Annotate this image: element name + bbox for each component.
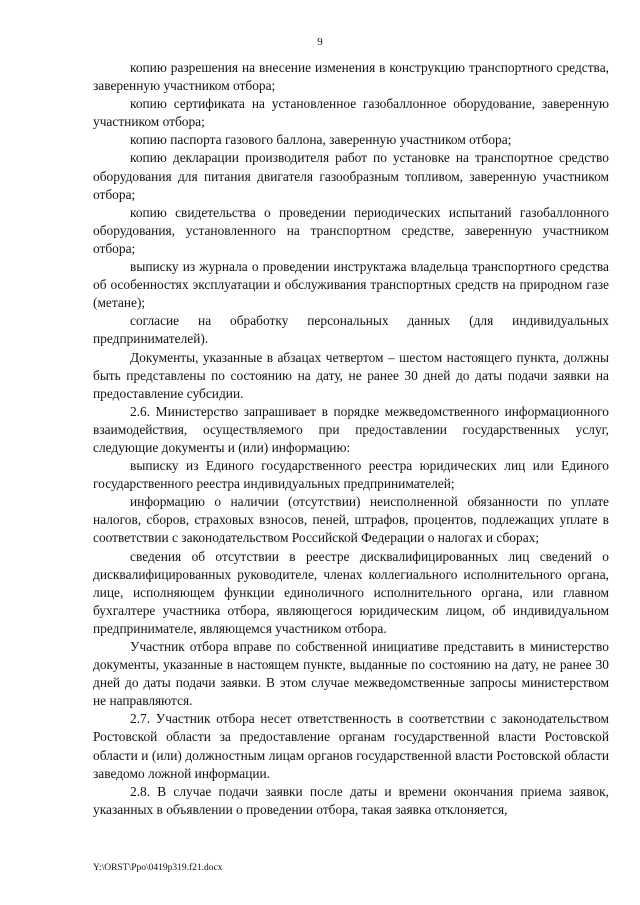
paragraph: копию свидетельства о проведении периодических испытаний газобаллонного оборудования, установленного на транспортном средстве, заверенную участником отбора; xyxy=(93,204,609,256)
page-number: 9 xyxy=(317,36,323,48)
paragraph: 2.8. В случае подачи заявки после даты и времени окончания приема заявок, указанных в объявлении о проведении отбора, такая заявка отклоняется, xyxy=(93,783,609,817)
paragraph: согласие на обработку персональных данных (для индивидуальных предпринимателей). xyxy=(93,313,609,347)
paragraph: копию сертификата на установленное газобаллонное оборудование, заверенную участником отбора; xyxy=(93,96,609,130)
paragraph: копию разрешения на внесение изменения в конструкцию транспортного средства, заверенную участником отбора; xyxy=(93,60,609,94)
paragraph: Документы, указанные в абзацах четвертом – шестом настоящего пункта, должны быть представлены по состоянию на дату, не ранее 30 дней до даты подачи заявки на предоставление субсидии. xyxy=(93,349,609,401)
paragraph: копию декларации производителя работ по установке на транспортное средство оборудования для питания двигателя газообразным топливом, заверенную участником отбора; xyxy=(93,150,609,202)
paragraph: выписку из Единого государственного реестра юридических лиц или Единого государственного реестра индивидуальных предпринимателей; xyxy=(93,458,609,492)
document-body xyxy=(93,59,609,819)
footer-file-path: Y:\ORST\Ppo\0419p319.f21.docx xyxy=(93,863,223,873)
paragraph: информацию о наличии (отсутствии) неисполненной обязанности по уплате налогов, сборов, страховых взносов, пеней, штрафов, процентов, подлежащих уплате в соответствии с законодательством Российской Федерации о налогах и сборах; xyxy=(93,494,609,546)
paragraph: 2.7. Участник отбора несет ответственность в соответствии с законодательством Ростовской области за предоставление органам государственной власти Ростовской области и (или) должностным лицам органов государственной власти Ростовской области заведомо ложной информации. xyxy=(93,711,609,781)
paragraph: выписку из журнала о проведении инструктажа владельца транспортного средства об особенностях эксплуатации и обслуживания транспортных средств на природном газе (метане); xyxy=(93,259,609,311)
paragraph: сведения об отсутствии в реестре дисквалифицированных лиц сведений о дисквалифицированных руководителе, членах коллегиального исполнительного органа, лице, исполняющем функции единоличного исполнительного органа, или главном бухгалтере участника отбора, являющегося юридическим лицом, об индивидуальном предпринимателе, являющемся участником отбора. xyxy=(93,548,609,636)
paragraph: 2.6. Министерство запрашивает в порядке межведомственного информационного взаимодействия, осуществляемого при предоставлении государственных услуг, следующие документы и (или) информацию: xyxy=(93,403,609,455)
paragraph: копию паспорта газового баллона, заверенную участником отбора; xyxy=(130,132,512,148)
paragraph: Участник отбора вправе по собственной инициативе представить в министерство документы, указанные в настоящем пункте, выданные по состоянию на дату, не ранее 30 дней до даты подачи заявки. В этом случае межведомственные запросы министерством не направляются. xyxy=(93,639,609,709)
